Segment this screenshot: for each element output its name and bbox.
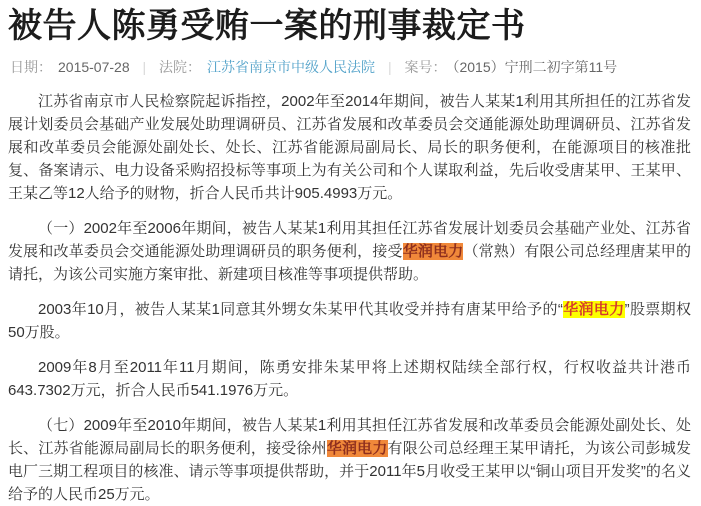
- paragraph: [8, 356, 691, 402]
- text-segment: （常熟）有限公司总经理唐某甲的请托，为该公司实施方案审批、新建项目核准等事项提供帮助。: [8, 242, 691, 283]
- page-title: 被告人陈勇受贿一案的刑事裁定书: [8, 7, 526, 45]
- paragraph: [8, 414, 691, 506]
- court-label: 法院：: [159, 58, 202, 75]
- paragraph: [8, 298, 691, 344]
- keyword-highlight: 华润电力: [562, 300, 625, 318]
- text-segment: 江苏省南京市人民检察院起诉指控，2002年至2014年期间，被告人某某1利用其所担任的江苏省发展计划委员会基础产业发展处助理调研员、江苏省发展和改革委员会交通能源处助理调研员、江苏省发展和改革委员会能源处副处长、处长、江苏省能源局副局长、局长的职务便利，在能源项目的核准批复、备案请示、电力设备采购招投标等事项上为有关公司和个人谋取利益，先后收受唐某甲、王某甲、王某乙等12人给予的财物，折合人民币共计905.4993万元。: [8, 92, 691, 202]
- meta-bar: [10, 57, 691, 77]
- keyword-highlight: 华润电力: [402, 242, 464, 260]
- meta-separator: |: [142, 58, 147, 75]
- case-number-value: （2015）宁刑二初字第11号: [452, 58, 618, 75]
- paragraph: [8, 217, 691, 286]
- text-segment: 2003年10月，被告人某某1同意其外甥女朱某甲代其收受并持有唐某甲给予的“: [38, 300, 563, 318]
- case-number-label: 案号：: [404, 58, 447, 75]
- text-segment: ”股票期权50万股。: [8, 300, 691, 341]
- document-body: [8, 90, 691, 506]
- text-segment: （七）2009年至2010年期间，被告人某某1利用其担任江苏省发展和改革委员会能源处副处长、处长、江苏省能源局副局长的职务便利，接受徐州: [8, 416, 691, 457]
- text-segment: （一）2002年至2006年期间，被告人某某1利用其担任江苏省发展计划委员会基础产业处、江苏省发展和改革委员会交通能源处助理调研员的职务便利，接受: [8, 219, 691, 260]
- date-value: 2015-07-28: [58, 58, 130, 75]
- date-label: 日期：: [10, 58, 52, 75]
- text-segment: 有限公司总经理王某甲请托，为该公司彭城发电厂三期工程项目的核准、请示等事项提供帮助，并于2011年5月收受王某甲以“铜山项目开发奖”的名义给予的人民币25万元。: [8, 439, 691, 503]
- meta-separator: |: [387, 58, 392, 75]
- text-segment: 2009年8月至2011年11月期间，陈勇安排朱某甲将上述期权陆续全部行权，行权收益共计港币643.7302万元，折合人民币541.1976万元。: [8, 358, 691, 399]
- document-page: [0, 5, 701, 506]
- paragraph: [8, 90, 691, 205]
- court-link[interactable]: 江苏省南京市中级人民法院: [207, 58, 376, 75]
- keyword-highlight: 华润电力: [326, 439, 388, 457]
